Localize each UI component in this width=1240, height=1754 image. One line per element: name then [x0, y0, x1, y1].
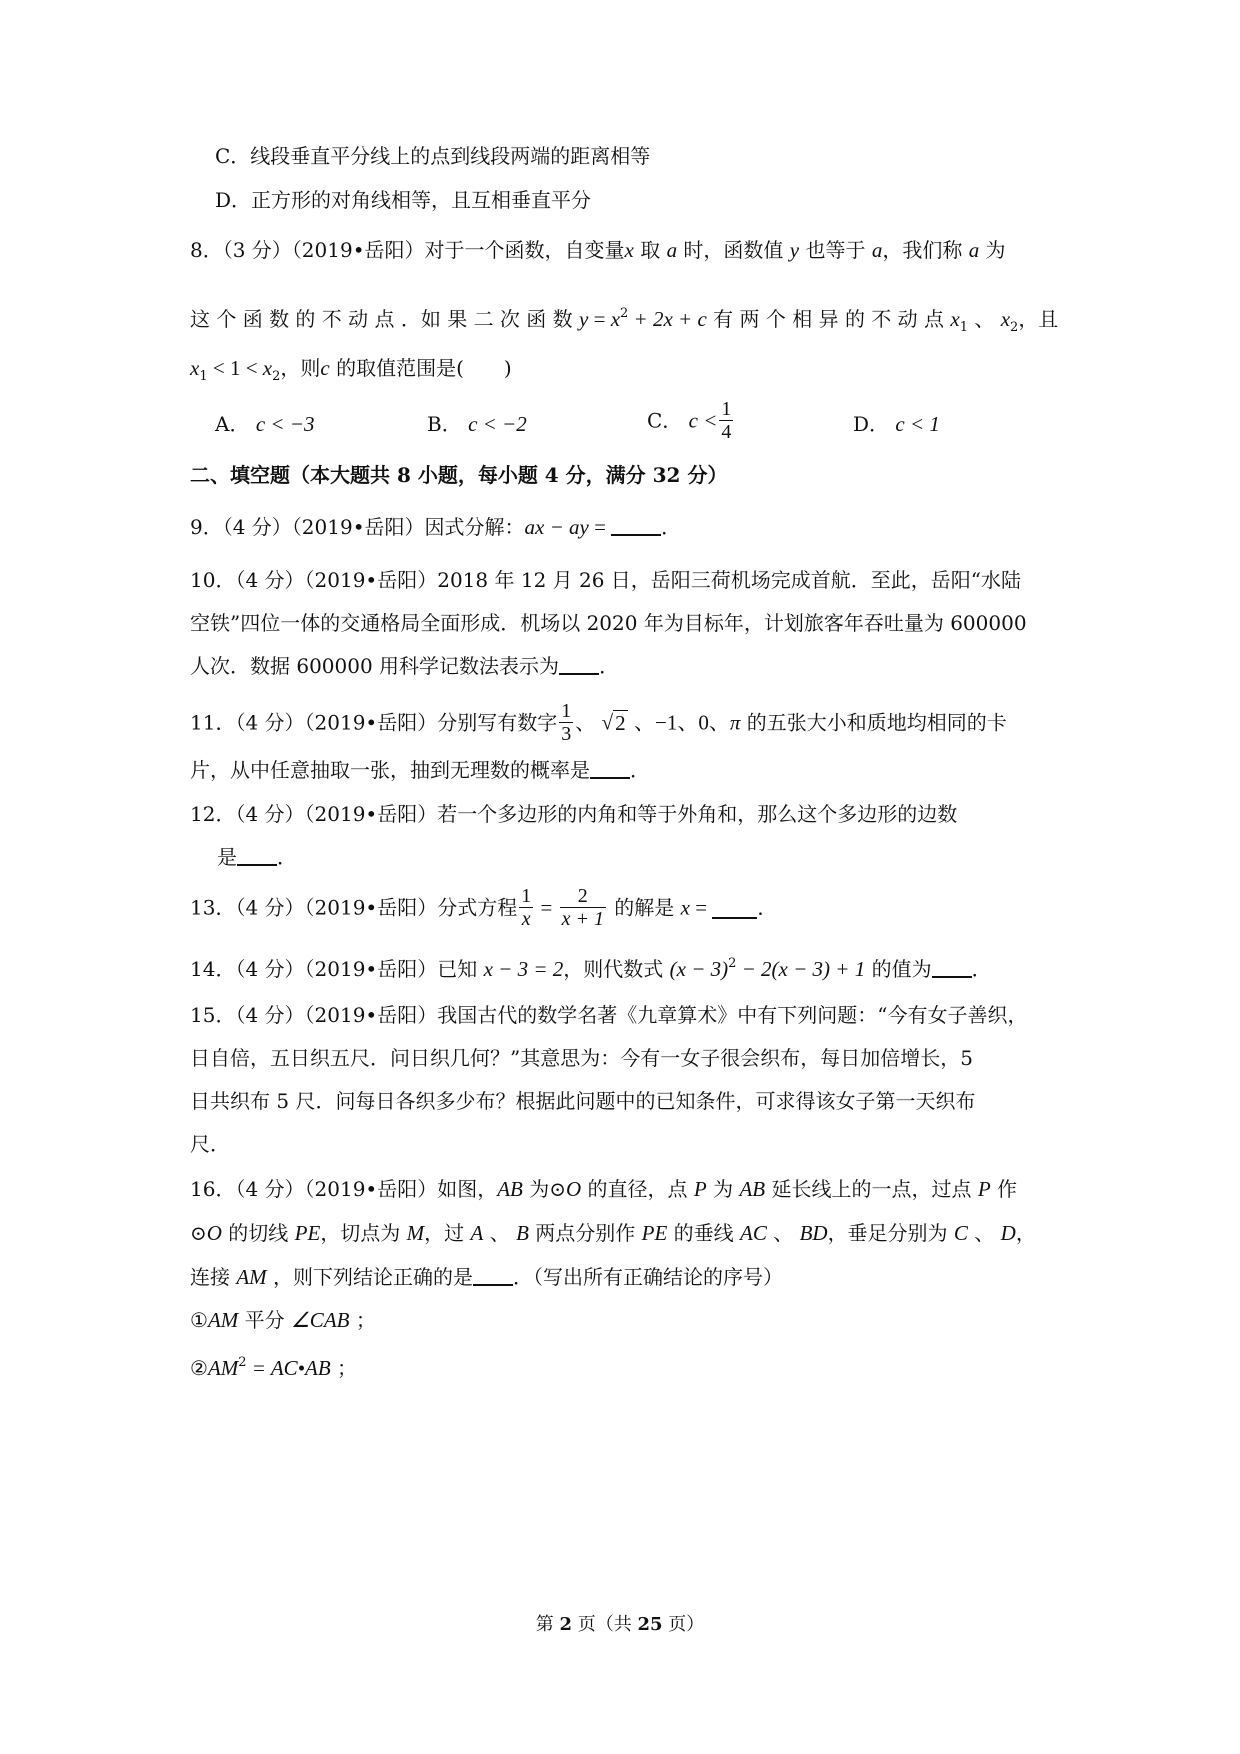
q9	[190, 513, 1070, 541]
q16-angle: ∠CAB	[290, 1308, 350, 1332]
q16-text: 平分	[238, 1308, 291, 1332]
q8-text: 的取值范围是( )	[329, 356, 512, 380]
denominator: 3	[561, 723, 572, 745]
q8-text: 取	[633, 238, 667, 262]
footer-text: 页）	[662, 1614, 705, 1635]
denominator: 4	[721, 421, 732, 443]
answer-blank	[237, 844, 277, 866]
q13-var-x: x	[680, 895, 690, 920]
q16-text: ，则下列结论正确的是	[266, 1265, 474, 1289]
fraction	[719, 398, 733, 443]
q11-text: 片，从中任意抽取一张，抽到无理数的概率是	[190, 758, 590, 782]
option-value: c < 1	[895, 412, 940, 436]
q12-text: 是	[217, 845, 237, 869]
numerator: 1	[721, 398, 732, 420]
q16-var: P	[977, 1177, 991, 1201]
q11-pi: π	[729, 710, 741, 735]
q14-condition: x − 3 = 2	[483, 957, 564, 981]
total-pages: 25	[637, 1614, 663, 1635]
q16-var: M	[406, 1221, 425, 1245]
q8-text: 为	[979, 238, 1006, 262]
q16-text: 、	[967, 1221, 1001, 1245]
q10-line-2: 空铁”四位一体的交通格局全面形成．机场以 2020 年为目标年，计划旅客年吞吐量为 600000	[190, 611, 1027, 635]
q8-option-a	[215, 410, 314, 438]
q14-text: 14．（4 分）（2019•岳阳）已知	[190, 957, 484, 981]
circled-number: ①	[190, 1308, 208, 1332]
q16-text: 、	[766, 1221, 800, 1245]
q15-line-3: 日共织布 5 尺．问每日各织多少布？根据此问题中的已知条件，可求得该女子第一天织布	[190, 1089, 976, 1113]
circled-number: ②	[190, 1356, 208, 1380]
q15-line-2: 日自倍，五日织五尺．问日织几何？”其意思为：今有一女子很会织布，每日加倍增长，5	[190, 1046, 973, 1070]
footer-text: 页（共	[572, 1614, 638, 1635]
q16-var: AM	[207, 1356, 239, 1380]
square-root	[602, 710, 628, 735]
q16-text: ，垂足分别为	[827, 1221, 954, 1245]
answer-blank	[712, 897, 757, 919]
q12-line-2	[217, 843, 1097, 871]
q8-text: ，我们称	[882, 238, 969, 262]
q16-var: B	[516, 1221, 529, 1245]
q16-equation: = AC•AB	[246, 1356, 331, 1380]
answer-blank	[559, 653, 599, 675]
q13-eq-sign: =	[535, 895, 558, 920]
q8-subscript: 1	[959, 320, 968, 335]
q11-line-1	[190, 700, 1070, 745]
q16-text: ，	[1015, 1221, 1036, 1245]
q8-subscript: 2	[1010, 320, 1019, 335]
q13-text: 的解是	[607, 895, 681, 920]
q16-var: AC	[740, 1221, 767, 1245]
q16-var: AM	[236, 1265, 267, 1289]
option-value: c < −3	[255, 412, 315, 436]
q7-option-d: D．正方形的对角线相等，且互相垂直平分	[215, 188, 592, 212]
q14-text: ，则代数式	[563, 957, 670, 981]
fraction	[519, 885, 533, 930]
denominator: x	[521, 908, 531, 930]
q8-var-x2: x	[1000, 307, 1011, 331]
page-number: 2	[559, 1614, 572, 1635]
q8-text: 时，函数值	[677, 238, 790, 262]
q8-var-x2: x	[262, 356, 273, 380]
q8-eq-c: c	[697, 307, 707, 331]
q8-subscript: 1	[199, 369, 208, 384]
q14-expression: − 2(x − 3) + 1	[736, 957, 866, 981]
q16-var: C	[953, 1221, 968, 1245]
q16-text: 为	[706, 1177, 740, 1201]
q16-text: 作	[990, 1177, 1018, 1201]
q16-text: ，切点为	[320, 1221, 407, 1245]
answer-blank	[473, 1264, 513, 1286]
q13-text: ．	[757, 895, 778, 920]
q8-line-1	[190, 236, 1070, 264]
q16-exponent: 2	[238, 1355, 247, 1370]
q10-line-3	[190, 652, 1070, 680]
option-label: A．	[215, 412, 250, 436]
numerator: 1	[561, 700, 572, 722]
q12-line-1: 12．（4 分）（2019•岳阳）若一个多边形的内角和等于外角和，那么这个多边形的边数	[190, 802, 958, 826]
q9-expression: ax − ay	[524, 515, 589, 539]
q16-text: 连接	[190, 1265, 237, 1289]
q8-eq-x: x	[610, 307, 621, 331]
q15-line-4: 尺．	[190, 1132, 230, 1156]
q8-option-b	[427, 410, 527, 438]
q8-text: 8．（3 分）（2019•岳阳）对于一个函数，自变量	[190, 238, 625, 262]
q16-line-3	[190, 1263, 1070, 1291]
q13-text: 13．（4 分）（2019•岳阳）分式方程	[190, 895, 518, 920]
q11-text: ．	[630, 758, 650, 782]
q13-eq-sign: =	[690, 895, 713, 920]
q11-line-2	[190, 756, 1070, 784]
q9-text: 9．（4 分）（2019•岳阳）因式分解：	[190, 515, 525, 539]
numerator: 2	[560, 885, 606, 908]
section-2-heading: 二、填空题（本大题共 8 小题，每小题 4 分，满分 32 分）	[190, 463, 728, 487]
answer-blank	[590, 757, 630, 779]
answer-blank	[611, 514, 661, 536]
q16-text: 延长线上的一点，过点	[765, 1177, 978, 1201]
page-footer	[0, 1610, 1240, 1636]
q14	[190, 950, 1070, 983]
q8-var-x1: x	[190, 356, 200, 380]
q16-text: 为⊙	[522, 1177, 567, 1201]
q16-text: 两点分别作	[528, 1221, 642, 1245]
fraction	[560, 885, 606, 930]
numerator: 1	[521, 885, 532, 907]
q16-conclusion-2	[190, 1349, 1070, 1382]
q11-text: 11．（4 分）（2019•岳阳）分别写有数字	[190, 710, 558, 735]
q16-line-1	[190, 1175, 1070, 1203]
q8-var-a: a	[871, 238, 883, 262]
q16-text: 的切线	[221, 1221, 295, 1245]
q16-var: A	[470, 1221, 484, 1245]
q16-conclusion-1	[190, 1306, 1070, 1334]
q16-text: ⊙	[190, 1221, 207, 1245]
q8-inequality: < 1 <	[207, 356, 263, 380]
q8-eq-terms: + 2x +	[628, 307, 698, 331]
q16-var: O	[206, 1221, 222, 1245]
q8-var-a: a	[666, 238, 678, 262]
footer-text: 第	[535, 1614, 560, 1635]
q16-text: 、	[483, 1221, 517, 1245]
q15-line-1: 15．（4 分）（2019•岳阳）我国古代的数学名著《九章算术》中有下列问题：“今有女子善织，	[190, 1003, 1028, 1027]
q10-text: ．	[599, 654, 620, 678]
q10-text: 人次．数据 600000 用科学记数法表示为	[190, 654, 560, 678]
q8-option-c	[647, 398, 735, 443]
q16-text: ；	[349, 1308, 376, 1332]
q8-text: 这 个 函 数 的 不 动 点 ．如 果 二 次 函 数	[190, 307, 580, 331]
q14-text: ．	[971, 957, 992, 981]
q8-text: ，则	[280, 356, 321, 380]
fraction	[559, 700, 573, 745]
q8-var-c: c	[320, 356, 330, 380]
q8-var-a: a	[968, 238, 980, 262]
q16-var: D	[1000, 1221, 1016, 1245]
q8-subscript: 2	[272, 369, 281, 384]
option-value: c < −2	[468, 412, 527, 436]
q8-var-x: x	[624, 238, 634, 262]
q16-var: AB	[497, 1177, 523, 1201]
q8-eq-exponent: 2	[620, 306, 629, 321]
radicand: 2	[615, 710, 626, 735]
q16-text: ；	[330, 1356, 358, 1380]
q16-line-2	[190, 1219, 1070, 1247]
q11-numbers: 、−1、0、	[633, 710, 730, 735]
option-label: D．	[853, 412, 890, 436]
q16-var: PE	[294, 1221, 321, 1245]
q8-eq-sign: =	[588, 307, 611, 331]
q12-text: ．	[277, 845, 297, 869]
q8-line-2	[190, 300, 1070, 342]
q7-option-c: C．线段垂直平分线上的点到线段两端的距离相等	[215, 144, 651, 168]
q16-var: O	[566, 1177, 582, 1201]
q9-eq-sign: =	[588, 515, 612, 539]
q16-var: AB	[739, 1177, 766, 1201]
q10-line-1: 10．（4 分）（2019•岳阳）2018 年 12 月 26 日，岳阳三荷机场完成首航．至此，岳阳“水陆	[190, 568, 1022, 592]
option-label: B．	[427, 412, 462, 436]
q11-text: 、	[575, 710, 596, 735]
q16-text: ，过	[424, 1221, 471, 1245]
q14-expression: (x − 3)	[669, 957, 729, 981]
q14-exponent: 2	[728, 956, 737, 971]
option-value: c <	[688, 408, 718, 433]
q16-text: ．（写出所有正确结论的序号）	[513, 1265, 784, 1289]
q8-option-d	[853, 410, 940, 438]
q16-var: BD	[799, 1221, 828, 1245]
q13	[190, 885, 1070, 930]
answer-blank	[932, 956, 972, 978]
q16-var: AM	[207, 1308, 239, 1332]
q8-eq-y: y	[579, 307, 589, 331]
q8-var-y: y	[789, 238, 800, 262]
option-label: C．	[647, 408, 683, 433]
denominator: x + 1	[561, 908, 604, 930]
q16-var: P	[693, 1177, 707, 1201]
q16-text: 16．（4 分）（2019•岳阳）如图，	[190, 1177, 498, 1201]
q14-text: 的值为	[865, 957, 932, 981]
q8-text: 有 两 个 相 异 的 不 动 点	[706, 307, 951, 331]
q16-var: PE	[641, 1221, 668, 1245]
q16-text: 的垂线	[667, 1221, 740, 1245]
q8-text: 也等于	[799, 238, 872, 262]
q11-text: 的五张大小和质地均相同的卡	[740, 710, 1007, 735]
q9-text: ．	[661, 515, 682, 539]
q8-text: 、	[967, 307, 1001, 331]
q8-line-3	[190, 354, 1070, 391]
q8-var-x1: x	[950, 307, 960, 331]
radical-sign: √	[601, 710, 614, 735]
q8-text: ，且	[1018, 307, 1059, 331]
q16-text: 的直径，点	[581, 1177, 694, 1201]
